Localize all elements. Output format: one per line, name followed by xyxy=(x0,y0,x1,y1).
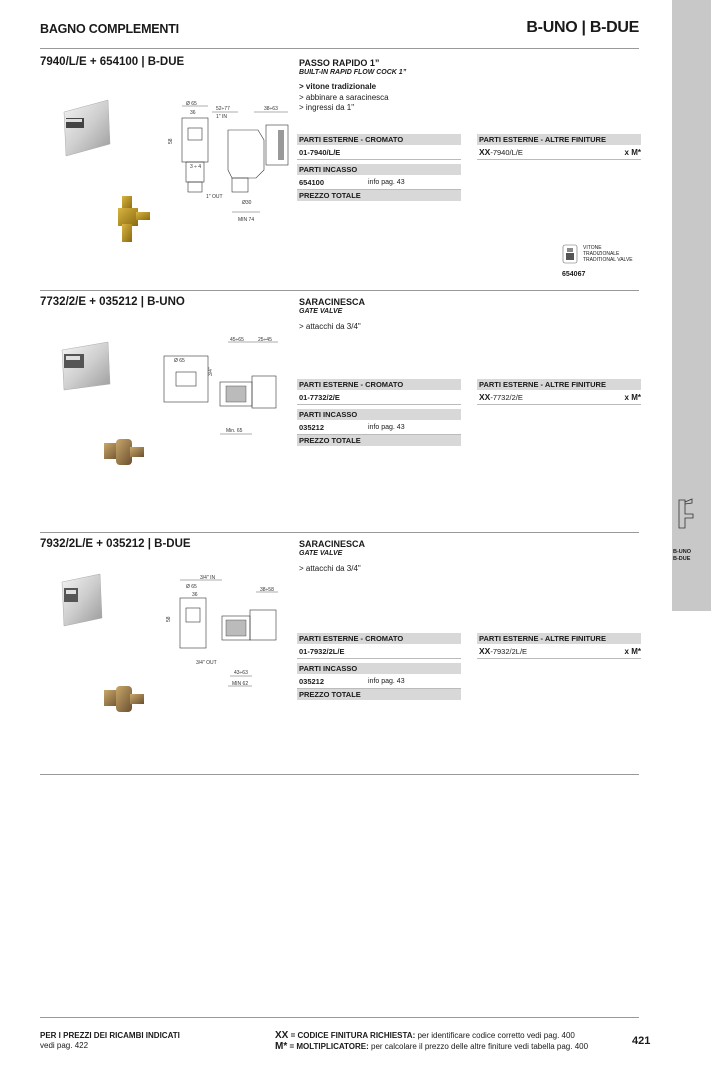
chrome-header: PARTI ESTERNE - CROMATO xyxy=(297,134,461,145)
product-code: 7932/2L/E + 035212 | B-DUE xyxy=(40,538,191,550)
svg-text:Ø 65: Ø 65 xyxy=(186,584,197,590)
feature-list xyxy=(299,564,361,575)
svg-text:25÷45: 25÷45 xyxy=(258,337,272,343)
product-subtitle: BUILT-IN RAPID FLOW COCK 1” xyxy=(299,69,407,76)
feature-item: > attacchi da 3/4" xyxy=(299,564,361,573)
incasso-code-row: 654100 info pag. 43 xyxy=(297,175,461,190)
cover-plate-photo xyxy=(60,572,105,630)
svg-text:1" IN: 1" IN xyxy=(216,114,227,120)
incasso-header: PARTI INCASSO xyxy=(297,409,461,420)
product-title: SARACINESCA xyxy=(299,297,366,307)
incasso-header: PARTI INCASSO xyxy=(297,663,461,674)
valve-label: VITONE TRADIZIONALE TRADITIONAL VALVE xyxy=(583,245,633,263)
svg-text:52÷77: 52÷77 xyxy=(216,106,230,112)
product-section-2 xyxy=(0,290,711,533)
svg-text:58: 58 xyxy=(166,616,172,622)
product-section-3 xyxy=(0,532,711,775)
incasso-header: PARTI INCASSO xyxy=(297,164,461,175)
feature-item: > vitone tradizionale xyxy=(299,82,377,91)
product-subtitle: GATE VALVE xyxy=(299,308,343,315)
svg-text:3/4": 3/4" xyxy=(208,367,214,376)
chrome-header: PARTI ESTERNE - CROMATO xyxy=(297,379,461,390)
other-finishes-header: PARTI ESTERNE - ALTRE FINITURE xyxy=(477,633,641,644)
svg-text:58: 58 xyxy=(168,138,174,144)
cover-plate-photo xyxy=(60,340,115,392)
brass-body-photo xyxy=(100,682,148,718)
svg-text:3/4" IN: 3/4" IN xyxy=(200,575,216,581)
incasso-code-row: 035212 info pag. 43 xyxy=(297,420,461,435)
other-finishes-row: XX-7732/2/E x M* xyxy=(477,390,641,405)
svg-text:MIN 74: MIN 74 xyxy=(238,217,255,223)
valve-icon xyxy=(562,244,578,264)
collection-title: B-UNO | B-DUE xyxy=(526,19,639,36)
chrome-code-row: 01-7932/2L/E xyxy=(297,644,461,659)
svg-text:Ø 65: Ø 65 xyxy=(186,101,197,107)
product-title: SARACINESCA xyxy=(299,539,366,549)
svg-text:Min. 65: Min. 65 xyxy=(226,428,243,434)
feature-item: > attacchi da 3/4" xyxy=(299,322,361,331)
svg-text:38÷58: 38÷58 xyxy=(260,587,274,593)
product-subtitle: GATE VALVE xyxy=(299,550,343,557)
other-finishes-header: PARTI ESTERNE - ALTRE FINITURE xyxy=(477,134,641,145)
svg-text:43÷63: 43÷63 xyxy=(234,670,248,676)
side-tab-label: B-UNO B-DUE xyxy=(673,549,692,562)
incasso-code-row: 035212 info pag. 43 xyxy=(297,674,461,689)
product-title: PASSO RAPIDO 1” xyxy=(299,58,380,68)
svg-text:Ø 65: Ø 65 xyxy=(174,358,185,364)
price-table-other-finishes xyxy=(477,633,641,659)
feature-list xyxy=(299,322,361,333)
product-code: 7732/2/E + 035212 | B-UNO xyxy=(40,296,185,308)
total-price-bar: PREZZO TOTALE xyxy=(297,435,461,446)
technical-drawing xyxy=(160,572,284,692)
total-price-bar: PREZZO TOTALE xyxy=(297,190,461,201)
product-section-1 xyxy=(0,48,711,293)
svg-text:Ø30: Ø30 xyxy=(242,200,252,206)
chrome-code-row: 01-7940/L/E xyxy=(297,145,461,160)
price-table-chrome xyxy=(297,134,461,201)
cover-plate-photo xyxy=(60,98,115,160)
divider xyxy=(40,1017,639,1018)
svg-text:45÷65: 45÷65 xyxy=(230,337,244,343)
section-title: BAGNO COMPLEMENTI xyxy=(40,22,179,36)
technical-drawing xyxy=(160,336,284,446)
chrome-header: PARTI ESTERNE - CROMATO xyxy=(297,633,461,644)
price-table-other-finishes xyxy=(477,134,641,160)
svg-text:MIN 62: MIN 62 xyxy=(232,681,249,687)
other-finishes-row: XX-7932/2L/E x M* xyxy=(477,644,641,659)
other-finishes-row: XX-7940/L/E x M* xyxy=(477,145,641,160)
technical-drawing xyxy=(168,100,292,230)
footer-spare-parts-note: PER I PREZZI DEI RICAMBI INDICATI vedi pag. 422 xyxy=(40,1031,180,1050)
svg-text:38÷63: 38÷63 xyxy=(264,106,278,112)
valve-code: 654067 xyxy=(562,271,586,278)
price-table-chrome xyxy=(297,379,461,446)
feature-list xyxy=(299,82,389,114)
feature-item: > ingressi da 1" xyxy=(299,103,355,112)
brass-body-photo xyxy=(100,435,148,471)
price-table-other-finishes xyxy=(477,379,641,405)
product-code: 7940/L/E + 654100 | B-DUE xyxy=(40,56,185,68)
svg-text:1" OUT: 1" OUT xyxy=(206,194,223,200)
svg-text:36: 36 xyxy=(192,592,198,598)
page-number: 421 xyxy=(632,1035,651,1047)
svg-text:3 ÷ 4: 3 ÷ 4 xyxy=(190,164,202,170)
chrome-code-row: 01-7732/2/E xyxy=(297,390,461,405)
total-price-bar: PREZZO TOTALE xyxy=(297,689,461,700)
price-table-chrome xyxy=(297,633,461,700)
svg-text:3/4" OUT: 3/4" OUT xyxy=(196,660,217,666)
divider xyxy=(40,774,639,775)
feature-item: > abbinare a saracinesca xyxy=(299,92,389,102)
brass-body-photo xyxy=(108,194,156,246)
footer-legend: XX = CODICE FINITURA RICHIESTA: per identificare codice corretto vedi pag. 400 M* = MOLTIPLICATORE: per calcolare il prezzo delle altre finiture vedi tabella pag. 400 xyxy=(275,1030,589,1052)
svg-text:36: 36 xyxy=(190,110,196,116)
other-finishes-header: PARTI ESTERNE - ALTRE FINITURE xyxy=(477,379,641,390)
